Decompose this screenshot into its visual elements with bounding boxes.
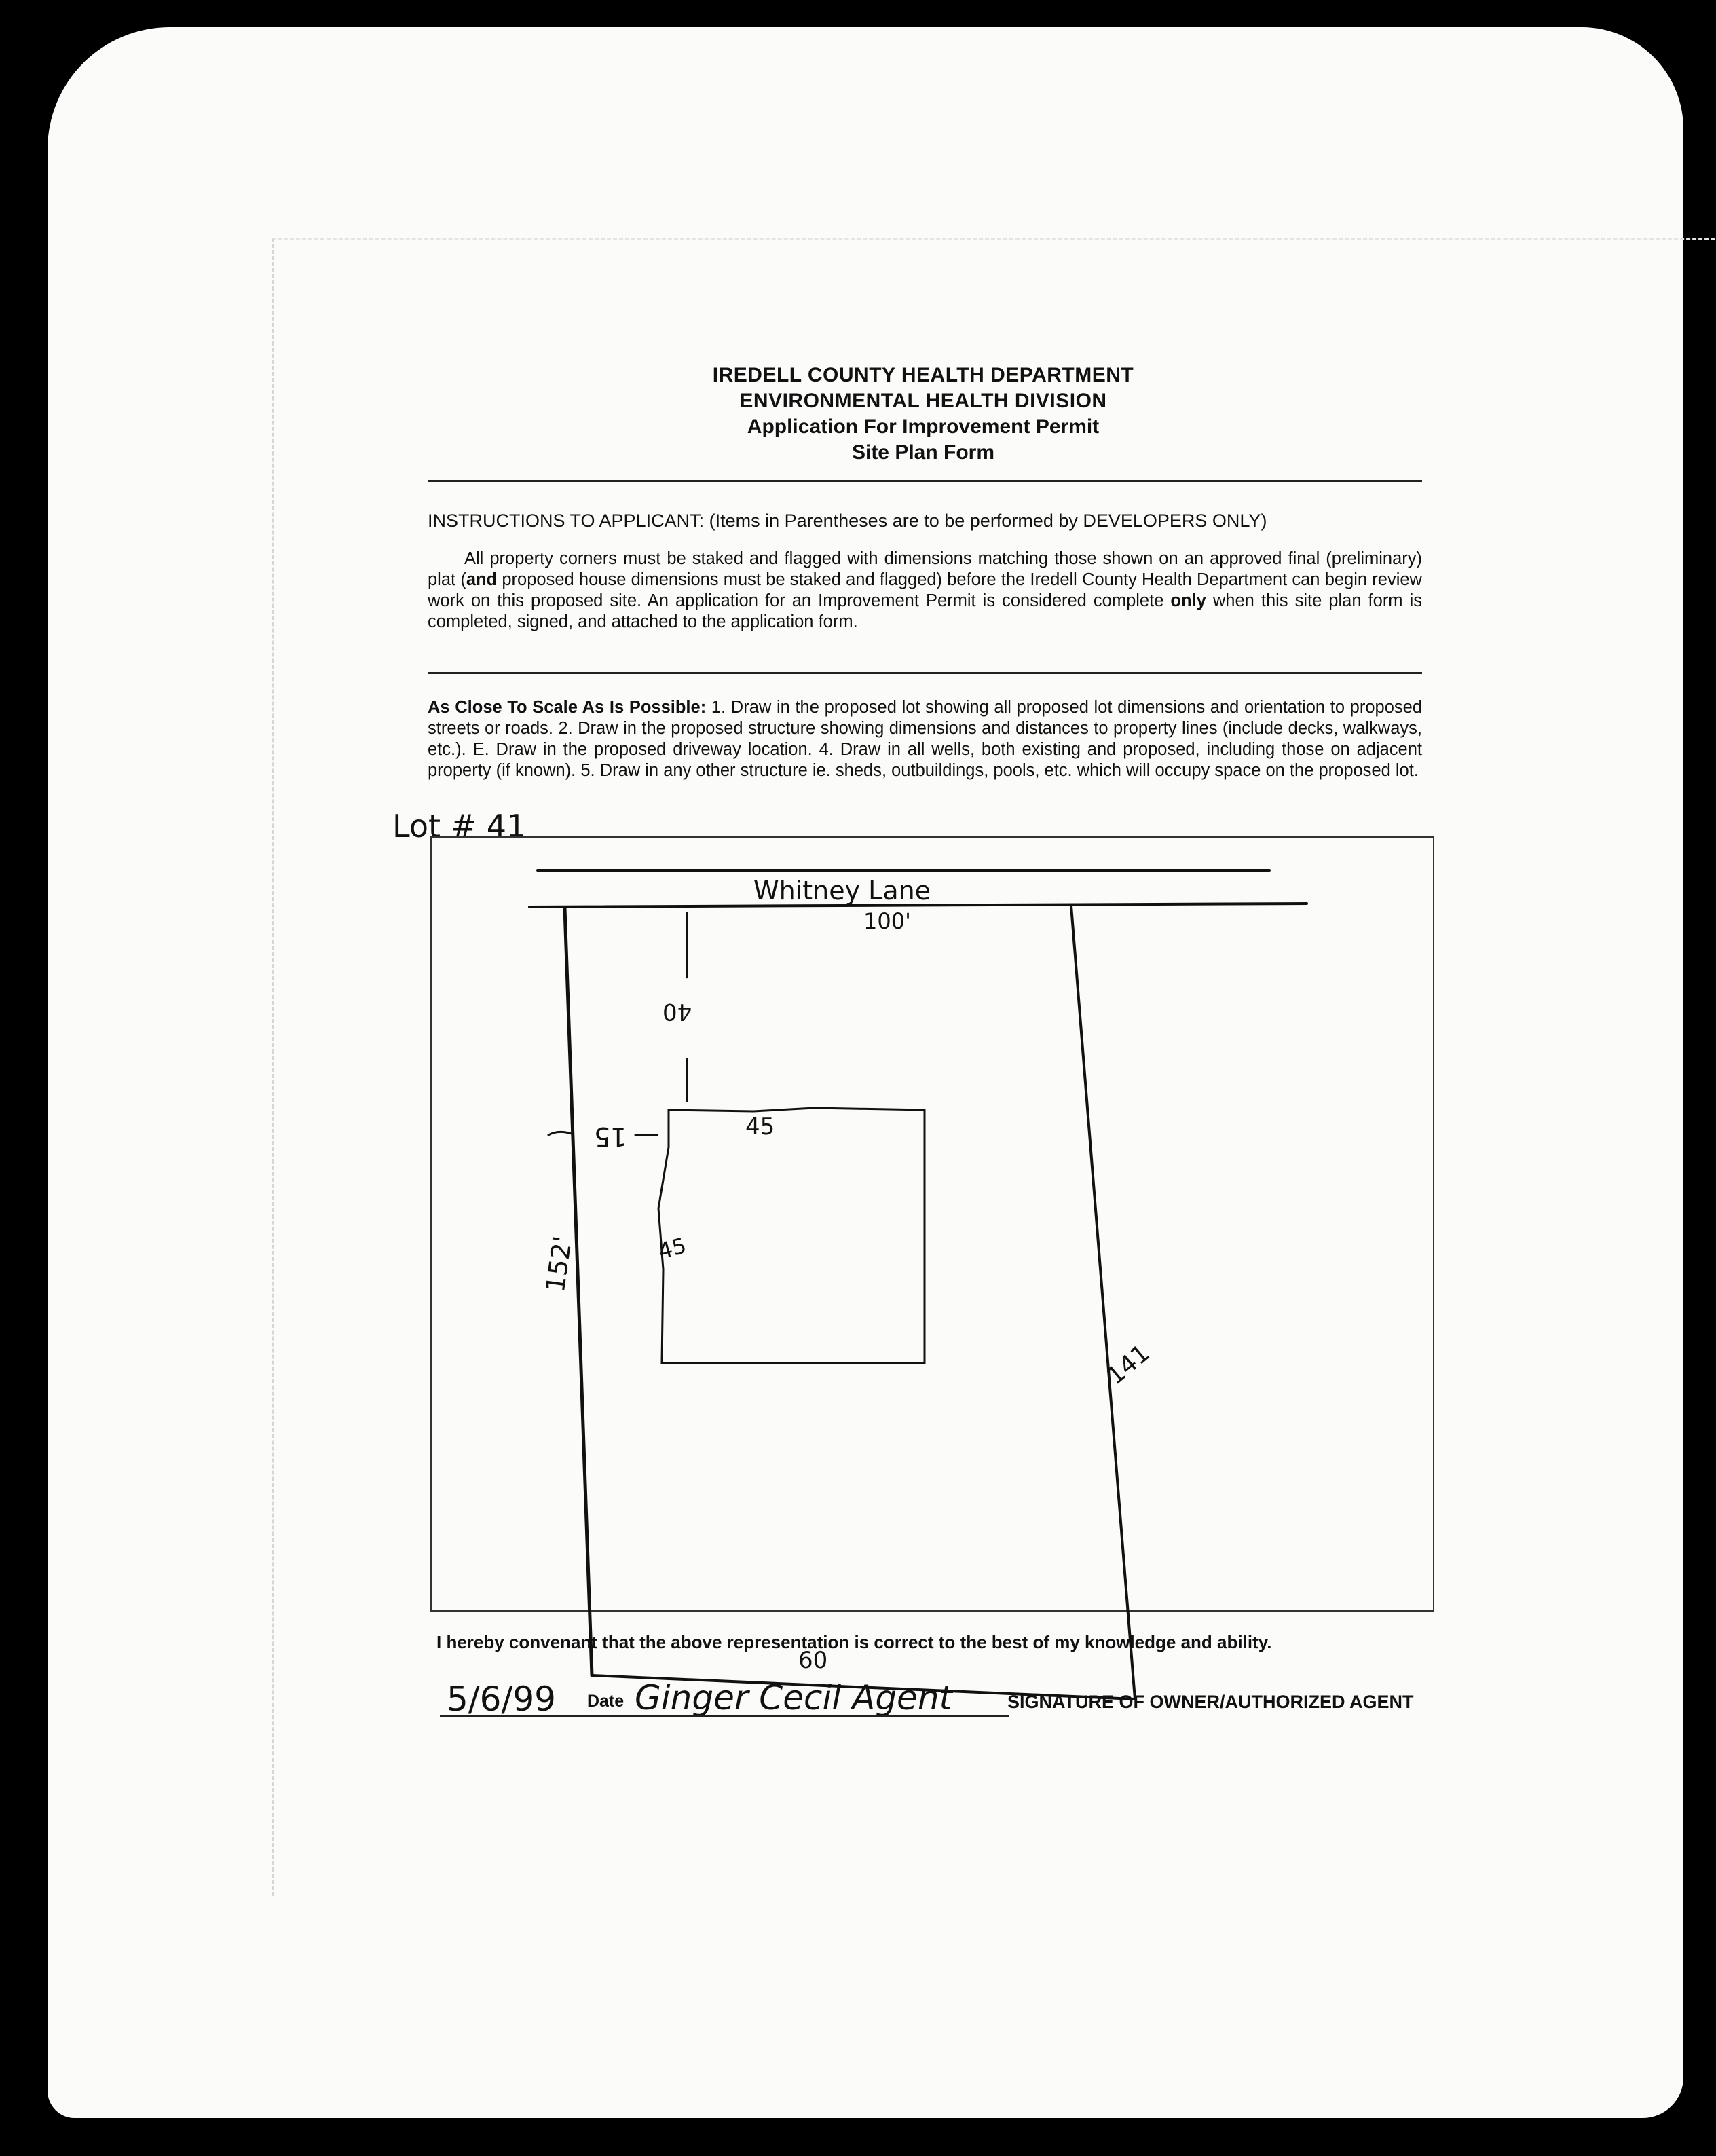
rear-lot-width: 60	[798, 1647, 828, 1674]
front-setback-dimension: 40	[663, 998, 692, 1025]
signature-line	[440, 1715, 1009, 1717]
instructions-paragraph: All property corners must be staked and flagged with dimensions matching those shown on an approved final (preliminary) plat (and proposed house dimensions must be staked and flagged) before the Iredell County Health Department can begin review work on this proposed site. An application for an Improvement Permit is considered complete only when this site plan form is completed, signed, and attached to the application form.	[428, 549, 1423, 631]
street-name: Whitney Lane	[753, 876, 931, 906]
lot-number-label: Lot # 41	[392, 808, 527, 844]
house-width-dimension: 45	[745, 1113, 775, 1140]
date-value: 5/6/99	[447, 1679, 556, 1719]
scale-instructions: As Close To Scale As Is Possible: 1. Draw in the proposed lot showing all proposed lot dimensions and orientation to proposed streets or roads. 2. Draw in the proposed structure showing dimensions and distances to property lines (include decks, walkways, etc.). E. Draw in the proposed driveway location. 4. Draw in all wells, both existing and proposed, including those on adjacent property (if known). 5. Draw in any other structure ie. sheds, outbuildings, pools, etc. which will occupy space on the proposed lot.	[428, 698, 1423, 780]
certification-statement: I hereby convenant that the above representation is correct to the best of my knowledge and ability.	[436, 1632, 1272, 1652]
form-subtitle: Site Plan Form	[851, 441, 995, 464]
proposed-house-outline	[655, 1108, 925, 1363]
front-width: 100'	[863, 908, 911, 934]
signature: Ginger Cecil Agent	[635, 1678, 953, 1717]
department-title: IREDELL COUNTY HEALTH DEPARTMENT	[712, 364, 1134, 386]
instructions-heading: INSTRUCTIONS TO APPLICANT: (Items in Parentheses are to be performed by DEVELOPERS ONLY)	[428, 510, 1267, 531]
side-setback-tick	[548, 1132, 572, 1135]
date-label: Date	[587, 1692, 624, 1711]
left-lot-depth: 152'	[540, 1233, 578, 1295]
signature-label: SIGNATURE OF OWNER/AUTHORIZED AGENT	[1007, 1692, 1414, 1712]
house-depth-dimension: 45	[655, 1232, 689, 1265]
side-setback-dimension: 15	[594, 1121, 627, 1151]
division-title: ENVIRONMENTAL HEALTH DIVISION	[739, 390, 1107, 412]
right-lot-line	[1071, 906, 1135, 1699]
right-lot-depth: 141	[1101, 1339, 1155, 1391]
form-title: Application For Improvement Permit	[747, 415, 1100, 438]
